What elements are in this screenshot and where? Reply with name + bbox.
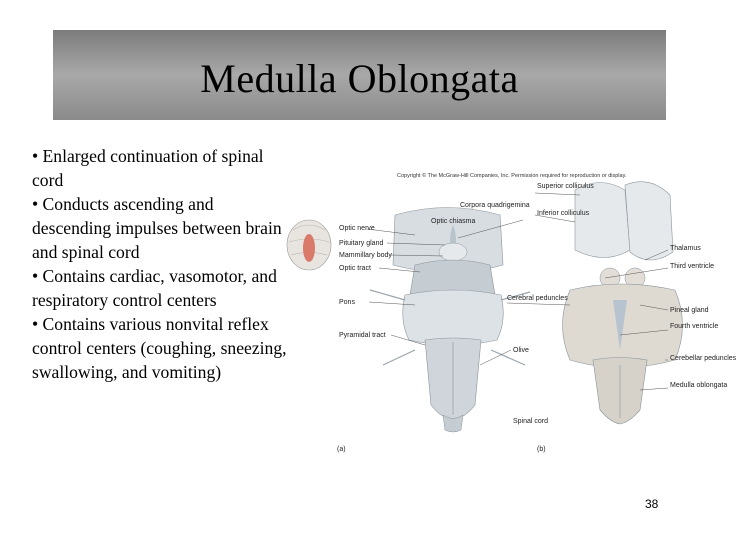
label-panel-b: (b)	[537, 446, 546, 453]
label-inferior-colliculus: Inferior colliculus	[537, 210, 590, 217]
label-corpora-quadrigemina: Corpora quadrigemina	[460, 202, 530, 209]
ventral-brainstem	[370, 208, 530, 433]
label-pituitary-gland: Pituitary gland	[339, 240, 384, 247]
label-pons: Pons	[339, 299, 355, 306]
bullet-item: • Contains various nonvital reflex control centers (coughing, sneezing, swallowing, and vomiting)	[32, 314, 287, 382]
label-medulla-oblongata: Medulla oblongata	[670, 382, 728, 389]
label-olive: Olive	[513, 347, 529, 354]
copyright-notice: Copyright © The McGraw-Hill Companies, Inc. Permission required for reproduction or display.	[397, 173, 627, 179]
label-panel-a: (a)	[337, 446, 346, 453]
inset-brain-icon	[287, 220, 331, 270]
dorsal-brainstem	[563, 182, 683, 424]
label-fourth-ventricle: Fourth ventricle	[670, 323, 719, 330]
label-spinal-cord: Spinal cord	[513, 418, 549, 425]
bullet-item: • Contains cardiac, vasomotor, and respiratory control centers	[32, 266, 277, 310]
label-optic-nerve: Optic nerve	[339, 225, 375, 232]
label-pyramidal-tract: Pyramidal tract	[339, 332, 386, 339]
label-mammillary-body: Mammillary body	[339, 252, 392, 259]
bullet-item: • Enlarged continuation of spinal cord	[32, 146, 264, 190]
label-superior-colliculus: Superior colliculus	[537, 183, 594, 190]
label-optic-tract: Optic tract	[339, 265, 371, 272]
slide-title: Medulla Oblongata	[200, 55, 519, 101]
label-cerebral-peduncles: Cerebral peduncles	[507, 295, 568, 302]
bullet-list	[32, 144, 290, 384]
page-number: 38	[645, 497, 659, 511]
label-cerebellar-peduncles: Cerebellar peduncles	[670, 355, 736, 362]
bullet-item: • Conducts ascending and descending impulses between brain and spinal cord	[32, 194, 282, 262]
label-optic-chiasma: Optic chiasma	[431, 218, 476, 225]
label-pineal-gland: Pineal gland	[670, 307, 709, 314]
label-third-ventricle: Third ventricle	[670, 263, 714, 270]
label-thalamus: Thalamus	[670, 245, 701, 252]
title-bar	[53, 30, 666, 120]
brainstem-figure	[275, 160, 736, 460]
